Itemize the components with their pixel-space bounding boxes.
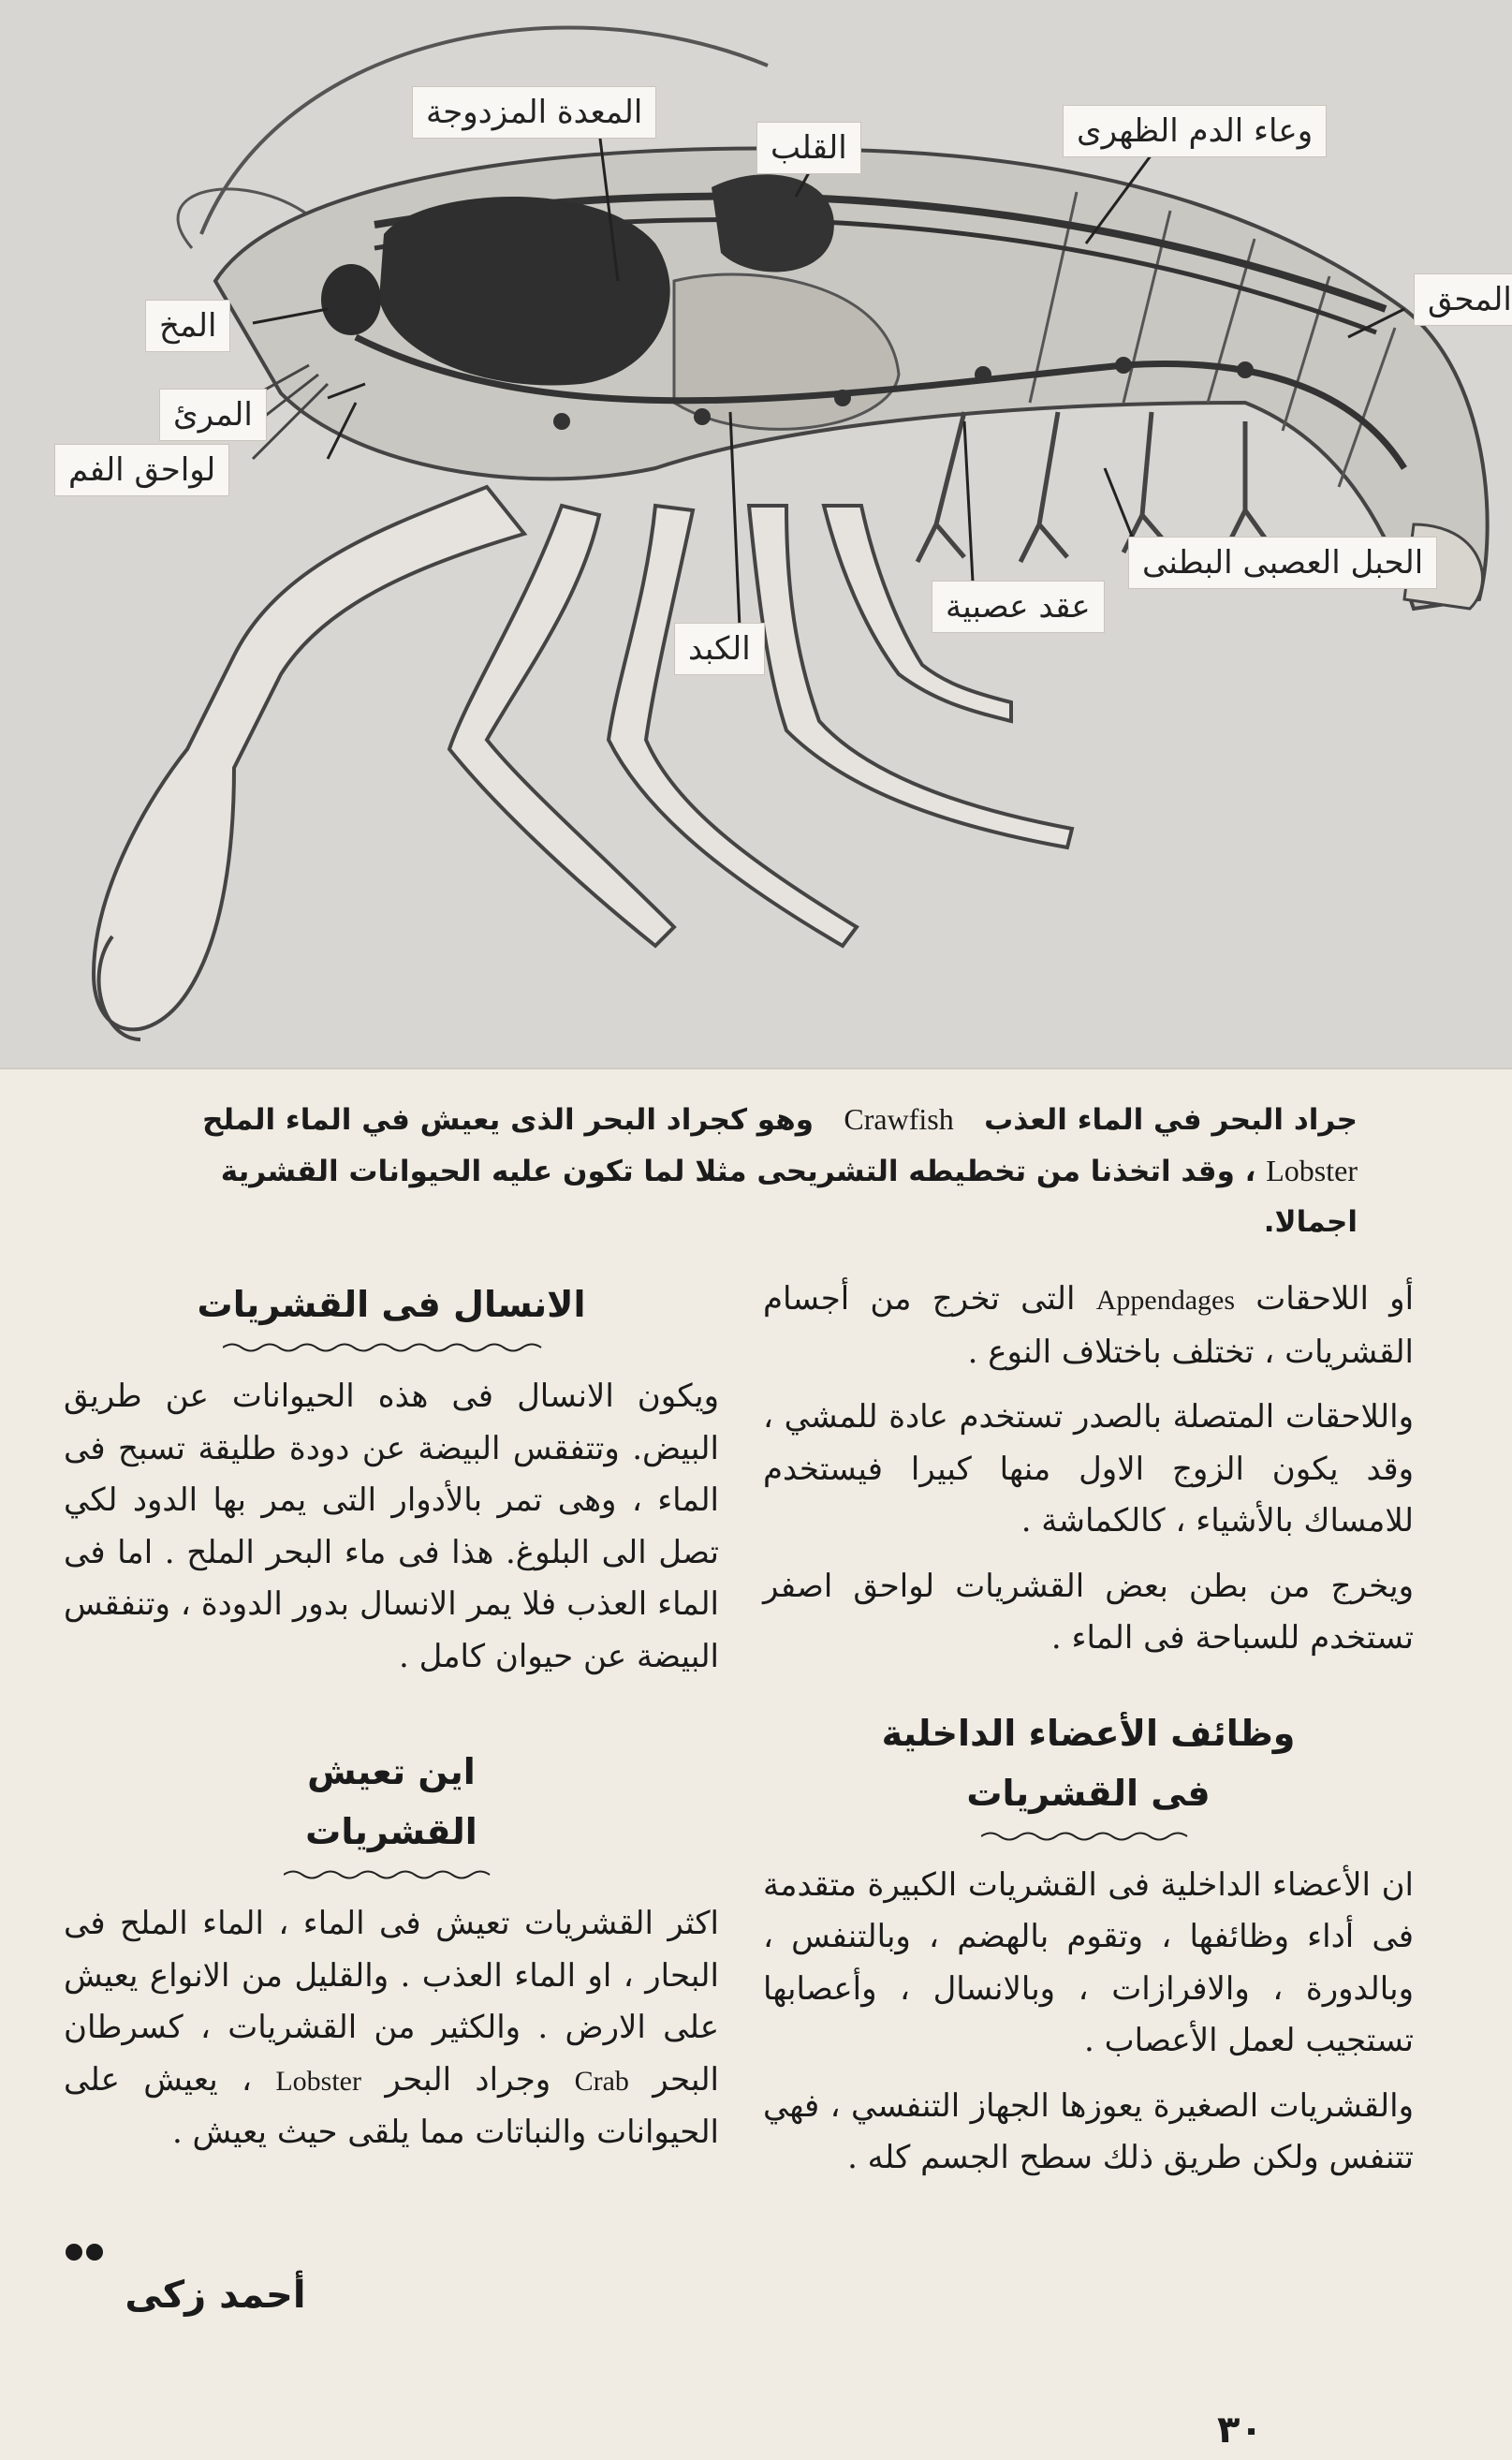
label-dorsal-vessel: وعاء الدم الظهرى — [1063, 105, 1327, 157]
author-name: أحمد زكى — [125, 2274, 306, 2317]
label-mouthparts: لواحق الفم — [54, 444, 229, 496]
appendages-text-a: أو اللاحقات — [1255, 1280, 1415, 1318]
appendages-text-b: التى تخرج من أجسام القشريات ، تختلف باختلاف النوع . — [763, 1280, 1414, 1371]
figure-caption — [140, 1094, 1358, 1247]
heading-habitat-1: اين تعيش — [307, 1751, 476, 1792]
label-heart: القلب — [756, 122, 861, 174]
anatomy-figure — [0, 0, 1512, 1069]
label-liver: الكبد — [674, 623, 765, 675]
heading-underline — [284, 1868, 499, 1881]
label-esophagus: المرئ — [159, 389, 267, 441]
caption-latin-2: Lobster — [1266, 1154, 1358, 1187]
heading-internal-organs-2: فى القشريات — [966, 1772, 1211, 1814]
label-ventral-nerve: الحبل العصبى البطنى — [1128, 537, 1437, 589]
label-brain: المخ — [145, 300, 230, 352]
heading-habitat-2: القشريات — [305, 1811, 477, 1852]
caption-text-2: وهو كجراد البحر الذى يعيش في الماء الملح — [202, 1103, 814, 1137]
label-paired-stomach: المعدة المزدوجة — [412, 86, 656, 139]
paragraph-swimmerets: ويخرج من بطن بعض القشريات لواحق اصفر تستخدم للسباحة فى الماء . — [763, 1567, 1414, 1657]
paragraph-appendages — [763, 1274, 1414, 1378]
label-intestine: المحق — [1414, 273, 1512, 326]
habitat-latin-lobster: Lobster — [275, 2065, 361, 2097]
heading-internal-organs-1: وظائف الأعضاء الداخلية — [881, 1712, 1296, 1754]
right-column — [763, 1274, 1414, 2198]
heading-reproduction: الانسال فى القشريات — [197, 1284, 586, 1325]
paragraph-reproduction: ويكون الانسال فى هذه الحيوانات عن طريق البيض. وتتفقس البيضة عن دودة طليقة تسبح فى الماء ، وهى تمر بالأدوار التى يمر بها الدود لكي تصل الى البلوغ. هذا فى ماء البحر الملح . اما فى الماء العذب فلا يمر الانسال بدور الدودة ، وتنفقس البيضة عن حيوان كامل . — [64, 1377, 719, 1675]
caption-latin-1: Crawfish — [844, 1102, 954, 1136]
appendages-latin: Appendages — [1095, 1285, 1236, 1316]
habitat-latin-crab: Crab — [574, 2065, 629, 2097]
paragraph-thoracic: واللاحقات المتصلة بالصدر تستخدم عادة للمشي ، وقد يكون الزوج الاول منها كبيرا فيستخدم للامساك بالأشياء ، كالكماشة . — [763, 1398, 1414, 1539]
left-column — [64, 1281, 719, 2173]
habitat-text-c: ، يعيش على الحيوانات والنباتات مما يلقى حيث يعيش . — [64, 2060, 719, 2151]
label-ganglia: عقد عصبية — [932, 581, 1105, 633]
end-mark-dots — [64, 2242, 105, 2262]
page-number: ٣٠ — [1217, 2408, 1263, 2452]
habitat-text-b: وجراد البحر — [385, 2060, 551, 2099]
paragraph-small-crustaceans: والقشريات الصغيرة يعوزها الجهاز التنفسي ، فهي تتنفس ولكن طريق ذلك سطح الجسم كله . — [763, 2086, 1414, 2176]
paragraph-internal-organs: ان الأعضاء الداخلية فى القشريات الكبيرة متقدمة فى أداء وظائفها ، وتقوم بالهضم ، وبالتنفس ، وبالدورة ، والافرازات ، وبالانسال ، وأعصابها تستجيب لعمل الأعصاب . — [763, 1865, 1414, 2059]
caption-text-1: جراد البحر في الماء العذب — [984, 1103, 1358, 1137]
habitat-text-a: اكثر القشريات تعيش فى الماء ، الماء الملح فى البحار ، او الماء العذب . والقليل من الانواع يعيش على الارض . والكثير من القشريات ، كسرطان البحر — [64, 1905, 720, 2099]
heading-underline — [981, 1830, 1196, 1843]
caption-text-3: ، وقد اتخذنا من تخطيطه التشريحى مثلا لما تكون عليه الحيوانات القشرية اجمالا. — [220, 1155, 1358, 1239]
heading-underline — [223, 1341, 560, 1354]
paragraph-habitat — [64, 1898, 719, 2159]
